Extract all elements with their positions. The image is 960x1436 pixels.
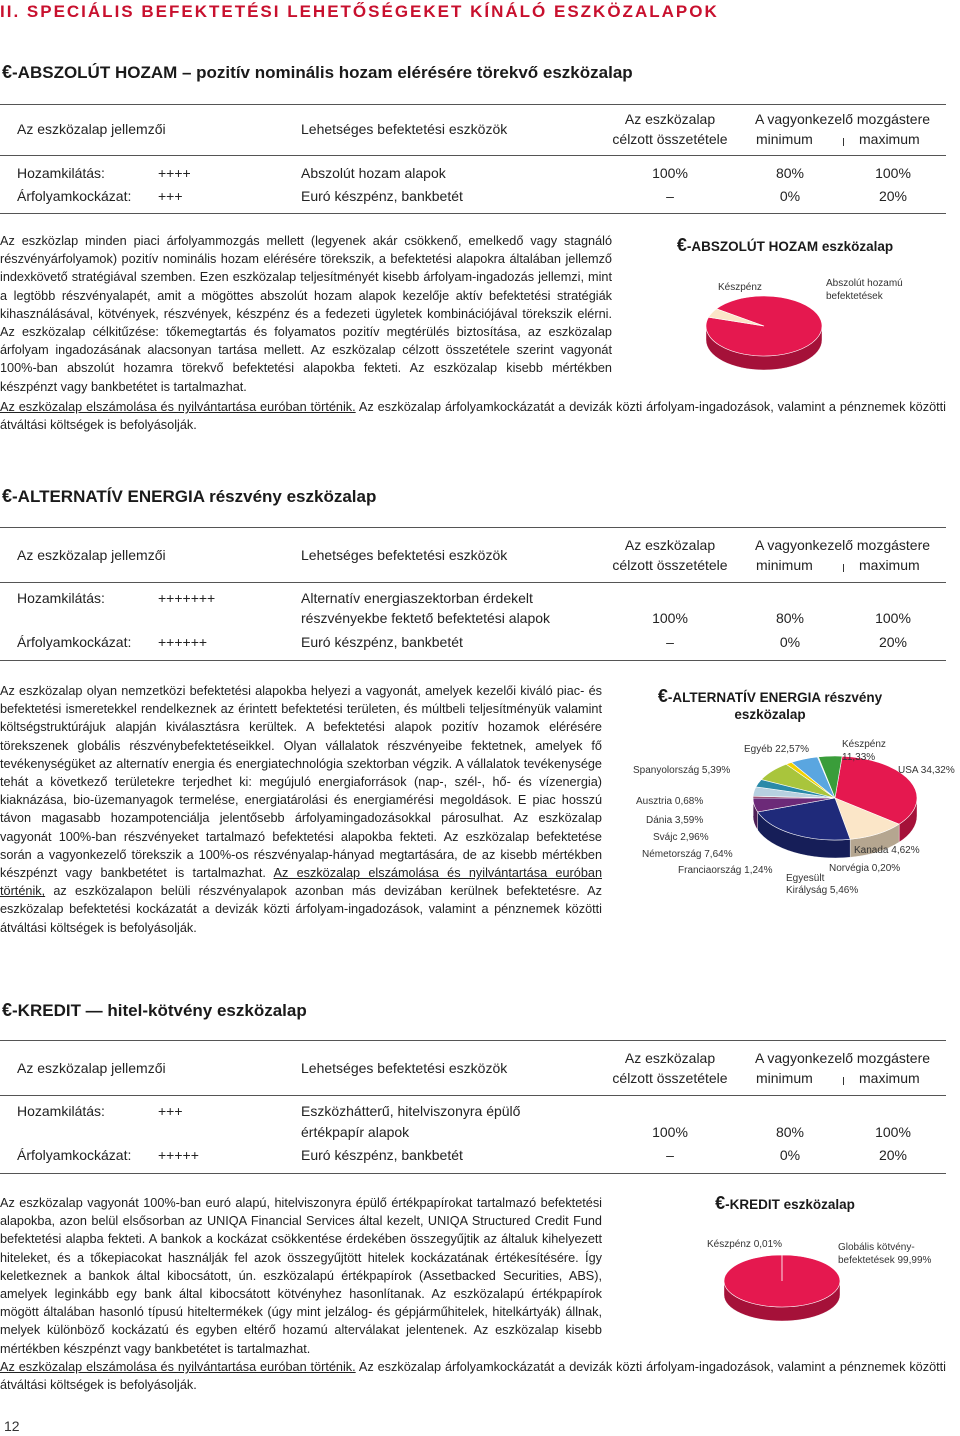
label-abs-1: Abszolút hozamú [826, 278, 903, 289]
section-alternativ-title: €-ALTERNATÍV ENERGIA részvény eszközalap [2, 486, 377, 506]
section-abszolut-text-bottom: Az eszközalap elszámolása és nyilvántartása euróban történik. Az eszközalap árfolyamkockázatát a devizák közti árfolyam-ingadozások, valamint a pénznemek közötti átváltási költségek is befolyásolják. [0, 400, 946, 433]
row-return-max: 100% [875, 165, 911, 181]
header-target-2: célzott összetétele [612, 557, 728, 573]
row-return-rating: +++++++ [158, 590, 216, 606]
row-return-min: 80% [775, 165, 805, 181]
currency-note: Az eszközalap elszámolása és nyilvántartása euróban történik, [0, 866, 602, 899]
label-cash: Készpénz [718, 282, 762, 293]
section-kredit-text-top [0, 1194, 602, 1358]
row-risk-target: – [666, 634, 674, 650]
label-cash: Készpénz 0,01% [707, 1239, 783, 1250]
section-kredit-title: €-KREDIT — hitel-kötvény eszközalap [2, 1000, 307, 1020]
row-risk-max: 20% [878, 188, 908, 204]
fund-table-alternativ [0, 527, 946, 661]
row-risk-max: 20% [878, 634, 908, 650]
label-cash-1: Készpénz [842, 739, 886, 750]
table-rule [0, 660, 946, 661]
row-risk-rating: ++++++ [158, 634, 208, 650]
row-return-label: Hozamkilátás: [17, 165, 105, 181]
table-rule [0, 582, 946, 583]
paragraph-text: Az eszközalap olyan nemzetközi befektetési alapokba helyezi a vagyonát, amelyek kezelői kiváló piac- és befektetési ismeretekkel rendelkeznek az érintett befektetési területen, és múltbeli teljesítményük valamint költségstruktúrájuk alapján kiválasztásra kerültek. A befektetési alapok pozitív hozamok elérésére törekszenek globális részvénybefektetéseikkel. Olyan vállalatok részvényeibe fektetnek, amelyek fő tevékenységüket az alternatív energia és energiatechnológia szektorban végzik. A vállalatok tevékenysége tehát a következő területekre terjedhet ki: megújuló energiaforrások (nap-, szél-, hő- és vízenergia) kiaknázása, bio-üzemanyagok termelése, energiatárolási és energiamérési megoldások. E piac hosszú távon magasabb hozampotenciálja jelentősebb árfolyamingadozásokkal párosulhat. Az eszközalap vagyonát 100%-ban részvényeket tartalmazó befektetési alapokba fekteti. Az eszközalap befektetése során a vagyonkezelő törekszik a 100%-os részvényalap-hányad megtartására, de az kisebb mértékben készpénzt vagy bankbetétet is tartalmazhat. [0, 684, 602, 881]
pie-chart-kredit [718, 1253, 848, 1335]
row-return-asset: Abszolút hozam alapok [301, 165, 446, 181]
header-target-1: Az eszközalap [624, 111, 716, 127]
row-return-rating: ++++ [158, 165, 191, 181]
row-risk-target: – [666, 1147, 674, 1163]
euro-icon: € [676, 235, 687, 255]
chart-kredit-title: €-KREDIT eszközalap [715, 1193, 855, 1213]
row-risk-min: 0% [779, 634, 801, 650]
pie-chart-abszolut [700, 290, 830, 382]
row-risk-asset: Euró készpénz, bankbetét [301, 188, 463, 204]
label-germany: Németország 7,64% [642, 849, 733, 860]
label-usa: USA 34,32% [898, 765, 955, 776]
page-number: 12 [4, 1418, 20, 1434]
row-return-asset-2: értékpapír alapok [301, 1124, 410, 1140]
row-return-max: 100% [875, 1124, 911, 1140]
euro-icon: € [715, 1193, 726, 1213]
header-min: minimum [756, 557, 813, 573]
table-rule [0, 527, 946, 528]
table-rule [0, 155, 946, 156]
header-max: maximum [859, 557, 920, 573]
row-risk-rating: +++ [158, 188, 183, 204]
table-rule [0, 1040, 946, 1041]
section-kredit-text-bottom: Az eszközalap elszámolása és nyilvántartása euróban történik. Az eszközalap árfolyamkockázatát a devizák közti árfolyam-ingadozások, valamint a pénznemek közötti átváltási költségek is befolyásolják. [0, 1360, 946, 1393]
fund-table-abszolut [0, 104, 946, 214]
chart-alternativ-title: €-ALTERNATÍV ENERGIA részvény eszközalap [657, 686, 883, 722]
header-instruments: Lehetséges befektetési eszközök [301, 1060, 508, 1076]
header-target-2: célzott összetétele [612, 1070, 728, 1086]
row-risk-label: Árfolyamkockázat: [17, 1147, 132, 1163]
chart-kredit [660, 1191, 960, 1341]
table-rule [0, 104, 946, 105]
label-uk-1: Egyesült [786, 873, 825, 884]
bracket-divider [843, 1077, 844, 1085]
euro-icon: € [657, 686, 668, 706]
row-return-asset-1: Eszközhátterű, hitelviszonyra épülő [301, 1103, 521, 1119]
fund-table-kredit [0, 1040, 946, 1174]
row-return-rating: +++ [158, 1103, 183, 1119]
row-risk-min: 0% [779, 1147, 801, 1163]
row-risk-max: 20% [878, 1147, 908, 1163]
label-other: Egyéb 22,57% [744, 744, 810, 755]
label-bonds-1: Globális kötvény- [838, 1242, 915, 1253]
row-return-target: 100% [652, 1124, 688, 1140]
chart-abszolut [640, 232, 950, 382]
label-uk-2: Királyság 5,46% [786, 885, 859, 896]
header-target-1: Az eszközalap [624, 537, 716, 553]
label-norway: Norvégia 0,20% [829, 863, 901, 874]
bracket-divider [843, 564, 844, 572]
row-return-asset-1: Alternatív energiaszektorban érdekelt [301, 590, 533, 606]
row-risk-label: Árfolyamkockázat: [17, 634, 132, 650]
label-canada: Kanada 4,62% [854, 845, 920, 856]
row-risk-asset: Euró készpénz, bankbetét [301, 634, 463, 650]
row-return-label: Hozamkilátás: [17, 590, 105, 606]
label-spain: Spanyolország 5,39% [633, 765, 731, 776]
header-min: minimum [756, 131, 813, 147]
currency-note: Az eszközalap elszámolása és nyilvántartása euróban történik. [0, 1360, 356, 1374]
row-risk-rating: +++++ [158, 1147, 199, 1163]
row-return-asset-2: részvényekbe fektető befektetési alapok [301, 610, 551, 626]
row-risk-min: 0% [779, 188, 801, 204]
header-target-2: célzott összetétele [612, 131, 728, 147]
header-max: maximum [859, 1070, 920, 1086]
header-characteristics: Az eszközalap jellemzői [17, 547, 166, 563]
label-abs-2: befektetések [826, 291, 883, 302]
header-min: minimum [756, 1070, 813, 1086]
row-risk-asset: Euró készpénz, bankbetét [301, 1147, 463, 1163]
header-leeway: A vagyonkezelő mozgástere [754, 537, 931, 553]
euro-icon: € [2, 1000, 13, 1020]
label-bonds-2: befektetések 99,99% [838, 1255, 932, 1266]
euro-icon: € [2, 486, 13, 506]
label-switzerland: Svájc 2,96% [653, 832, 709, 843]
label-denmark: Dánia 3,59% [646, 815, 704, 826]
section-abszolut-title: €-ABSZOLÚT HOZAM – pozitív nominális hozam elérésére törekvő eszközalap [2, 62, 633, 82]
page-heading: II. SPECIÁLIS BEFEKTETÉSI LEHETŐSÉGEKET KÍNÁLÓ ESZKÖZALAPOK [0, 2, 719, 21]
paragraph-text: Az eszközalap vagyonát 100%-ban euró alapú, hitelviszonyra épülő értékpapírokat tartalmazó befektetési alapokba, azon belül elsősorban az UNIQA Financial Services által kezelt, UNIQA Structured Credit Fund befektetési alapba fekteti. A bankok a kockázat csökkentése érdekében összegyűjtik az általuk kihelyezett hiteleket, és a tőkepiacokat használják fel azok összegyűjtött hitelek kockázatának értékesítésére. Így keletkeznek a bankok által kibocsátott, ún. eszközalapú értékpapírok (Assetbacked Securities, ABS), amelyek leginkább egy bank által kibocsátott kötvényhez hasonlítanak. Az eszközalapú értékpapírok mögött általában hasonló típusú hiteltermékek (úgy mint jelzálog- és gépjárműhitelek, hitelkártyák) állnak, melyek különböző kockázatú és egyben eltérő hozamú alterválakat jelentenek. Az eszközalap kisebb mértékben készpénzt vagy bankbetétet is tartalmazhat. [0, 1196, 602, 1356]
chart-abszolut-title: €-ABSZOLÚT HOZAM eszközalap [676, 235, 894, 255]
paragraph-text: Az eszközlap minden piaci árfolyammozgás mellett (legyenek akár csökkenő, emelkedő vagy stagnáló részvényárfolyamok) pozitív nominális hozam elérésére törekszik, a befektetési alapokra általában jellemző indexkövető stratégiával szemben. Ezen eszközalap teljesítményét kisebb árfolyam-ingadozás jellemzi, mint a legtöbb részvényalapét, amit a mögöttes abszolút hozam alapok kezelője aktív befektetési stratégiák kihasználásával, kötvények, részvények, készpénz és a fedezeti ügyletek kombinációjával törekszik elérni. Az eszközalap célkitűzése: tőkemegtartás és folyamatos pozitív megtérülés biztosítása, az eszközalap árfolyam ingadozásának alacsonyan tartása mellett. Az eszközalap célzott összetétele szerint vagyonát 100%-ban abszolút hozamra törekvő befektetési alapokba fekteti. Az eszközalap kisebb mértékben készpénzt vagy bankbetétet is tartalmazhat. [0, 234, 612, 394]
row-return-max: 100% [875, 610, 911, 626]
row-return-min: 80% [775, 610, 805, 626]
label-austria: Ausztria 0,68% [636, 796, 704, 807]
header-leeway: A vagyonkezelő mozgástere [754, 111, 931, 127]
row-return-target: 100% [652, 610, 688, 626]
header-instruments: Lehetséges befektetési eszközök [301, 121, 508, 137]
label-cash-2: 11,33% [842, 752, 876, 763]
header-max: maximum [859, 131, 920, 147]
row-return-label: Hozamkilátás: [17, 1103, 105, 1119]
header-instruments: Lehetséges befektetési eszközök [301, 547, 508, 563]
table-rule [0, 1095, 946, 1096]
currency-note: Az eszközalap elszámolása és nyilvántartása euróban történik. [0, 400, 356, 414]
section-alternativ-text: Az eszközalap olyan nemzetközi befektetési alapokba helyezi a vagyonát, amelyek kezelői kiváló piac- és befektetési ismeretekkel rendelkeznek az érintett befektetési területen, és múltbeli teljesítményük valamint költségstruktúrájuk alapján kiválasztásra kerültek. A befektetési alapok pozitív hozamok elérésére törekszenek globális részvénybefektetéseikkel. Olyan vállalatok részvényeibe fektetnek, amelyek fő tevékenységüket az alternatív energia és energiatechnológia szektorban végzik. A vállalatok tevékenysége tehát a következő területekre terjedhet ki: megújuló energiaforrások (nap-, szél-, hő- és vízenergia) kiaknázása, bio-üzemanyagok termelése, energiatárolási és energiamérési megoldások. E piac hosszú távon magasabb hozampotenciálja jelentősebb árfolyamingadozásokkal párosulhat. Az eszközalap vagyonát 100%-ban részvényeket tartalmazó befektetési alapokba fekteti. Az eszközalap befektetése során a vagyonkezelő törekszik a 100%-os részvényalap-hányad megtartására, de az kisebb mértékben készpénzt vagy bankbetétet is tartalmazhat. Az eszközalap elszámolása és nyilvántartása euróban történik, az eszközalapon belüli részvényalapok azonban más devizában kerülnek befektetésre. Az eszközalap befektetési kockázatát a devizák közti árfolyam-ingadozások, valamint a pénznemek közötti átváltási költségek is befolyásolják. [0, 684, 602, 935]
row-return-min: 80% [775, 1124, 805, 1140]
euro-icon: € [2, 62, 13, 82]
row-risk-label: Árfolyamkockázat: [17, 188, 132, 204]
header-leeway: A vagyonkezelő mozgástere [754, 1050, 931, 1066]
header-target-1: Az eszközalap [624, 1050, 716, 1066]
row-return-target: 100% [652, 165, 688, 181]
label-france: Franciaország 1,24% [678, 865, 773, 876]
table-rule [0, 213, 946, 214]
table-rule [0, 1173, 946, 1174]
header-characteristics: Az eszközalap jellemzői [17, 1060, 166, 1076]
bracket-divider [843, 138, 844, 146]
section-abszolut-text-top [0, 232, 612, 396]
row-risk-target: – [666, 188, 674, 204]
chart-alternativ [620, 684, 960, 904]
header-characteristics: Az eszközalap jellemzői [17, 121, 166, 137]
